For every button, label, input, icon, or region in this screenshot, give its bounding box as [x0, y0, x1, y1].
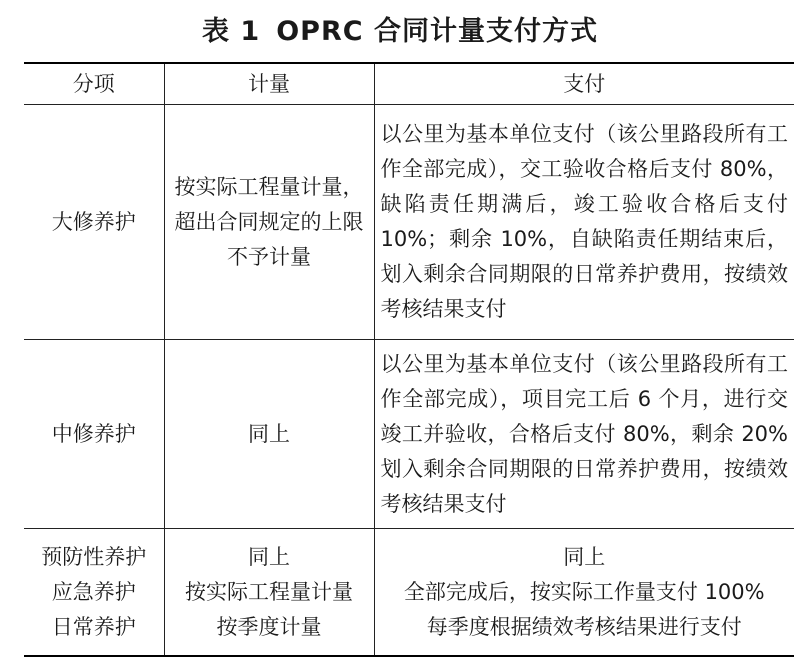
header-payment: 支付 [374, 63, 794, 105]
cell-item: 大修养护 [24, 105, 164, 340]
table-row-grouped-maintenance [24, 529, 794, 657]
cell-measurement: 按实际工程量计量，超出合同规定的上限不予计量 [164, 105, 374, 340]
table-number: 表 1 [202, 15, 261, 47]
cell-payment: 以公里为基本单位支付（该公里路段所有工作全部完成），项目完工后 6 个月，进行交竣工并验收，合格后支付 80%，剩余 20%划入剩余合同期限的日常养护费用，按绩效考核结果支付 [374, 340, 794, 529]
payment-emergency: 全部完成后，按实际工作量支付 100% [403, 579, 765, 604]
item-preventive: 预防性养护 [41, 544, 147, 569]
measurement-preventive: 同上 [248, 544, 290, 569]
table-header-row [24, 63, 794, 105]
payment-method-table [24, 62, 794, 657]
item-emergency: 应急养护 [51, 579, 136, 604]
measurement-routine: 按季度计量 [216, 614, 322, 639]
cell-payment: 以公里为基本单位支付（该公里路段所有工作全部完成），交工验收合格后支付 80%，缺陷责任期满后，竣工验收合格后支付 10%；剩余 10%，自缺陷责任期结束后，划入剩余合同期限的日常养护费用，按绩效考核结果支付 [374, 105, 794, 340]
cell-measurement: 同上 [164, 340, 374, 529]
cell-item: 中修养护 [24, 340, 164, 529]
table-caption [0, 0, 800, 56]
table-row-medium-maintenance [24, 340, 794, 529]
table-title: OPRC 合同计量支付方式 [276, 15, 598, 47]
payment-preventive: 同上 [563, 544, 606, 569]
cell-items-group [24, 529, 164, 657]
header-item: 分项 [24, 63, 164, 105]
header-measurement: 计量 [164, 63, 374, 105]
item-routine: 日常养护 [51, 614, 136, 639]
payment-routine: 每季度根据绩效考核结果进行支付 [426, 614, 742, 639]
table-row-major-maintenance [24, 105, 794, 340]
cell-payments-group [374, 529, 794, 657]
measurement-emergency: 按实际工程量计量 [185, 579, 353, 604]
cell-measurements-group [164, 529, 374, 657]
